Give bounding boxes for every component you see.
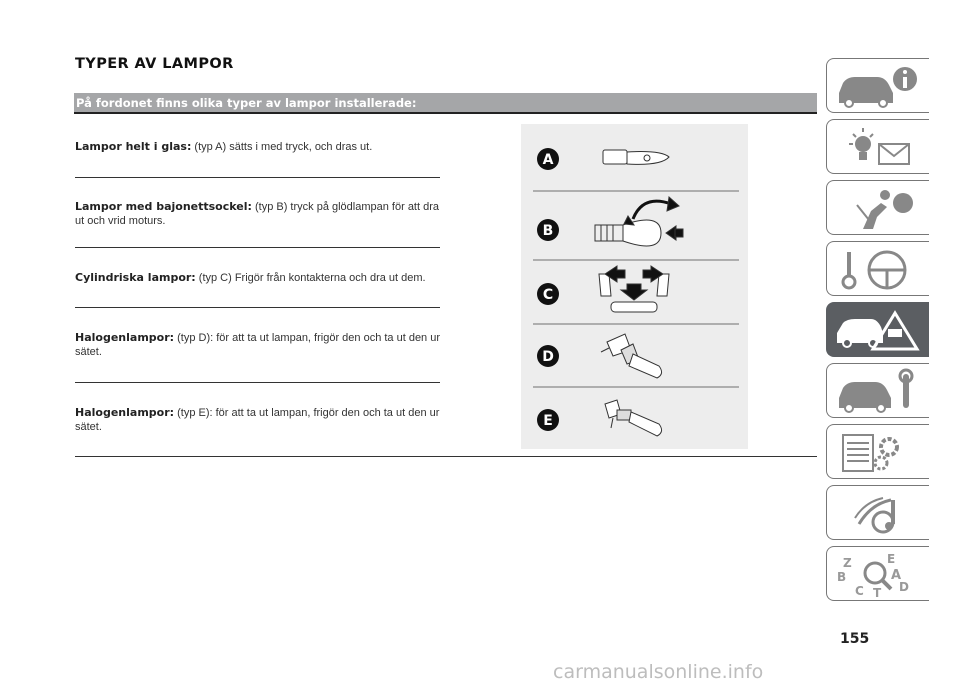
index-letter: T (873, 586, 882, 597)
index-letter: Z (843, 556, 852, 570)
letter-badge-c (537, 283, 559, 305)
letter-a: A (542, 152, 554, 168)
section-banner (74, 93, 817, 114)
divider (75, 307, 440, 308)
tab-warning-lights[interactable] (826, 119, 929, 174)
letter-d: D (542, 349, 554, 365)
airbag-seat-icon (833, 185, 923, 231)
index-letter: D (899, 580, 909, 594)
tab-emergency[interactable] (826, 302, 929, 357)
tab-maintenance[interactable] (826, 363, 929, 418)
tab-index[interactable] (826, 546, 929, 601)
lamp-type-a-drawing (603, 150, 669, 164)
lamp-type-e-drawing (605, 400, 662, 436)
lamp-types-illustration (521, 124, 748, 449)
letter-c: C (542, 287, 554, 303)
lamp-types-figure (521, 124, 748, 449)
divider (75, 247, 440, 248)
entry-type-c (75, 271, 440, 285)
section-banner-text: På fordonet finns olika typer av lampor installerade: (76, 96, 417, 110)
entry-label: Halogenlampor: (75, 331, 175, 344)
lamp-type-c-drawing (599, 266, 669, 312)
lamp-type-b-drawing (595, 197, 683, 246)
entry-label: Lampor med bajonettsockel: (75, 200, 252, 213)
multimedia-icon (833, 490, 923, 536)
letter-e: E (543, 413, 553, 429)
tab-technical-data[interactable] (826, 424, 929, 479)
lamp-type-d-drawing (601, 334, 662, 378)
letter-badge-d (537, 345, 559, 367)
key-steering-wheel-icon (833, 246, 923, 292)
tab-safety[interactable] (826, 180, 929, 235)
letter-badge-b (537, 219, 559, 241)
divider (75, 177, 440, 178)
entry-text: (typ D): för att ta ut lampan, frigör den och ta ut den ur sätet. (75, 332, 441, 358)
entry-label: Cylindriska lampor: (75, 271, 196, 284)
index-letter: B (837, 570, 847, 584)
entry-type-a (75, 140, 440, 154)
index-letter: A (891, 568, 902, 583)
index-letter: E (887, 552, 896, 566)
entry-type-e (75, 406, 440, 434)
entry-text: (typ A) sätts i med tryck, och dras ut. (191, 141, 373, 153)
tab-multimedia[interactable] (826, 485, 929, 540)
entry-type-b (75, 200, 440, 228)
warning-lights-icon (833, 124, 923, 170)
page-number: 155 (840, 631, 870, 647)
index-letter: C (855, 584, 864, 597)
section-end-rule (75, 456, 817, 457)
entry-text: (typ C) Frigör från kontakterna och dra ut dem. (195, 272, 426, 284)
page-title: TYPER AV LAMPOR (75, 56, 234, 72)
car-info-icon (833, 63, 923, 109)
entry-text: (typ B) tryck på glödlampan för att dra ut och vrid moturs. (75, 201, 440, 227)
divider (75, 382, 440, 383)
car-service-icon (833, 368, 923, 414)
alphabetical-index-icon (833, 551, 923, 597)
tab-starting-driving[interactable] (826, 241, 929, 296)
technical-data-icon (833, 429, 923, 475)
letter-b: B (542, 223, 554, 239)
entry-text: (typ E): för att ta ut lampan, frigör den och ta ut den ur sätet. (75, 407, 440, 433)
car-emergency-icon (833, 307, 923, 353)
entry-type-d (75, 331, 440, 359)
entry-label: Halogenlampor: (75, 406, 175, 419)
letter-badge-e (537, 409, 559, 431)
entry-label: Lampor helt i glas: (75, 140, 192, 153)
letter-badge-a (537, 148, 559, 170)
watermark: carmanualsonline.info (553, 661, 764, 683)
tab-car-info[interactable] (826, 58, 929, 113)
